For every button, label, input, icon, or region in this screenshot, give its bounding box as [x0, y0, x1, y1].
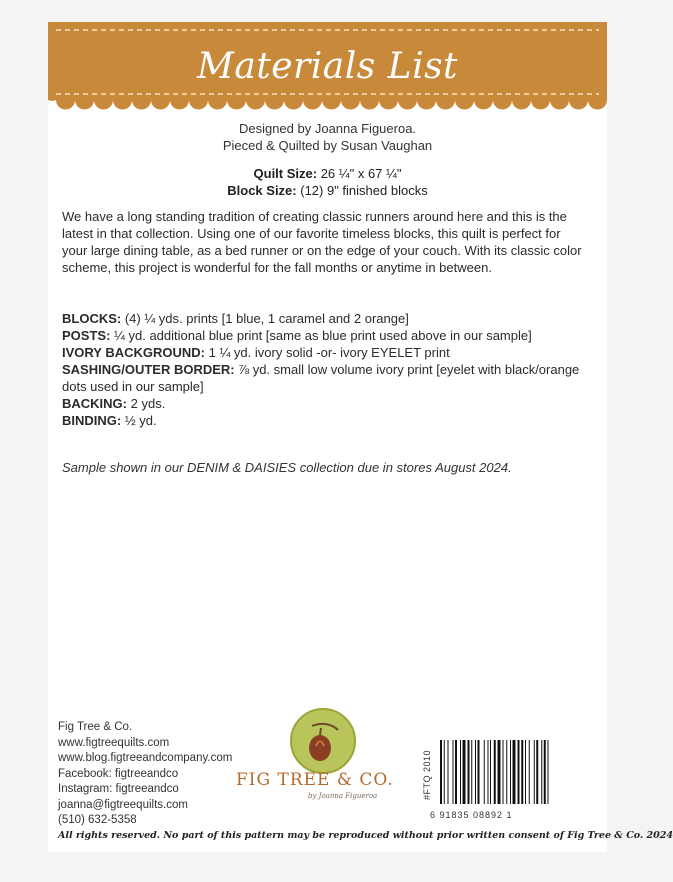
quilt-size: [48, 166, 607, 181]
material-item: [62, 395, 582, 412]
blog-link[interactable]: www.blog.figtreeandcompany.com: [58, 752, 233, 764]
quilt-size-value: 26 ¼" x 67 ¼": [320, 166, 402, 181]
material-text: ¼ yd. additional blue print [same as blue print used above in our sample]: [114, 328, 532, 343]
logo-signature: by Joanna Figueroa: [308, 792, 378, 800]
material-label: POSTS:: [62, 328, 111, 343]
material-item: [62, 344, 582, 361]
email-link[interactable]: joanna@figtreequilts.com: [58, 798, 188, 811]
material-label: BLOCKS:: [62, 311, 122, 326]
intro-paragraph: We have a long standing tradition of creating classic runners around here and this is the latest in that collection. Using one of our favorite timeless blocks, this quilt is perfect for your large dining table, as a bed runner or on the edge of your couch. With its classic color scheme, this project is wonderful for the fall months or anytime in between.: [62, 209, 582, 275]
material-label: IVORY BACKGROUND:: [62, 345, 206, 360]
copyright-notice: All rights reserved. No part of this pattern may be reproduced without prior written consent of Fig Tree & Co. 2024: [58, 830, 673, 841]
pattern-id: #FTQ 2010: [422, 749, 432, 800]
designer-credit: Designed by Joanna Figueroa.: [238, 121, 417, 136]
phone-number: (510) 632-5358: [58, 814, 137, 826]
barcode-number: 6 91835 08892 1: [430, 810, 513, 820]
instagram-handle: Instagram: figtreeandco: [58, 783, 179, 795]
material-label: BINDING:: [62, 413, 122, 428]
material-text: ½ yd.: [124, 413, 157, 428]
quilt-size-label: Quilt Size:: [253, 166, 318, 181]
material-text: ⅞ yd. small low volume ivory print [eyelet with black/orange dots used in our sample]: [62, 362, 580, 394]
materials-list: [62, 310, 582, 429]
block-size-value: (12) 9" finished blocks: [300, 183, 428, 198]
fig-icon: [292, 710, 354, 772]
material-item: [62, 361, 582, 395]
materials-banner: [48, 22, 607, 112]
website-link[interactable]: www.figtreequilts.com: [58, 736, 170, 749]
logo-badge: [290, 708, 356, 774]
material-text: 2 yds.: [130, 396, 166, 411]
material-item: [62, 310, 582, 327]
block-size: [48, 183, 607, 198]
material-item: [62, 327, 582, 344]
material-label: SASHING/OUTER BORDER:: [62, 362, 235, 377]
block-size-label: Block Size:: [227, 183, 297, 198]
material-label: BACKING:: [62, 396, 127, 411]
page-title: Materials List: [196, 46, 459, 87]
company-name: Fig Tree & Co.: [58, 721, 133, 733]
facebook-handle: Facebook: figtreeandco: [58, 767, 179, 780]
material-text: 1 ¼ yd. ivory solid -or- ivory EYELET print: [208, 345, 450, 360]
barcode-image: [438, 740, 603, 806]
material-text: (4) ¼ yds. prints [1 blue, 1 caramel and 2 orange]: [124, 311, 409, 326]
quilter-credit: Pieced & Quilted by Susan Vaughan: [222, 138, 433, 153]
sample-note: Sample shown in our DENIM & DAISIES collection due in stores August 2024.: [62, 460, 512, 475]
material-item: [62, 412, 582, 429]
logo-wordmark: FIG TREE & CO.: [236, 770, 394, 790]
